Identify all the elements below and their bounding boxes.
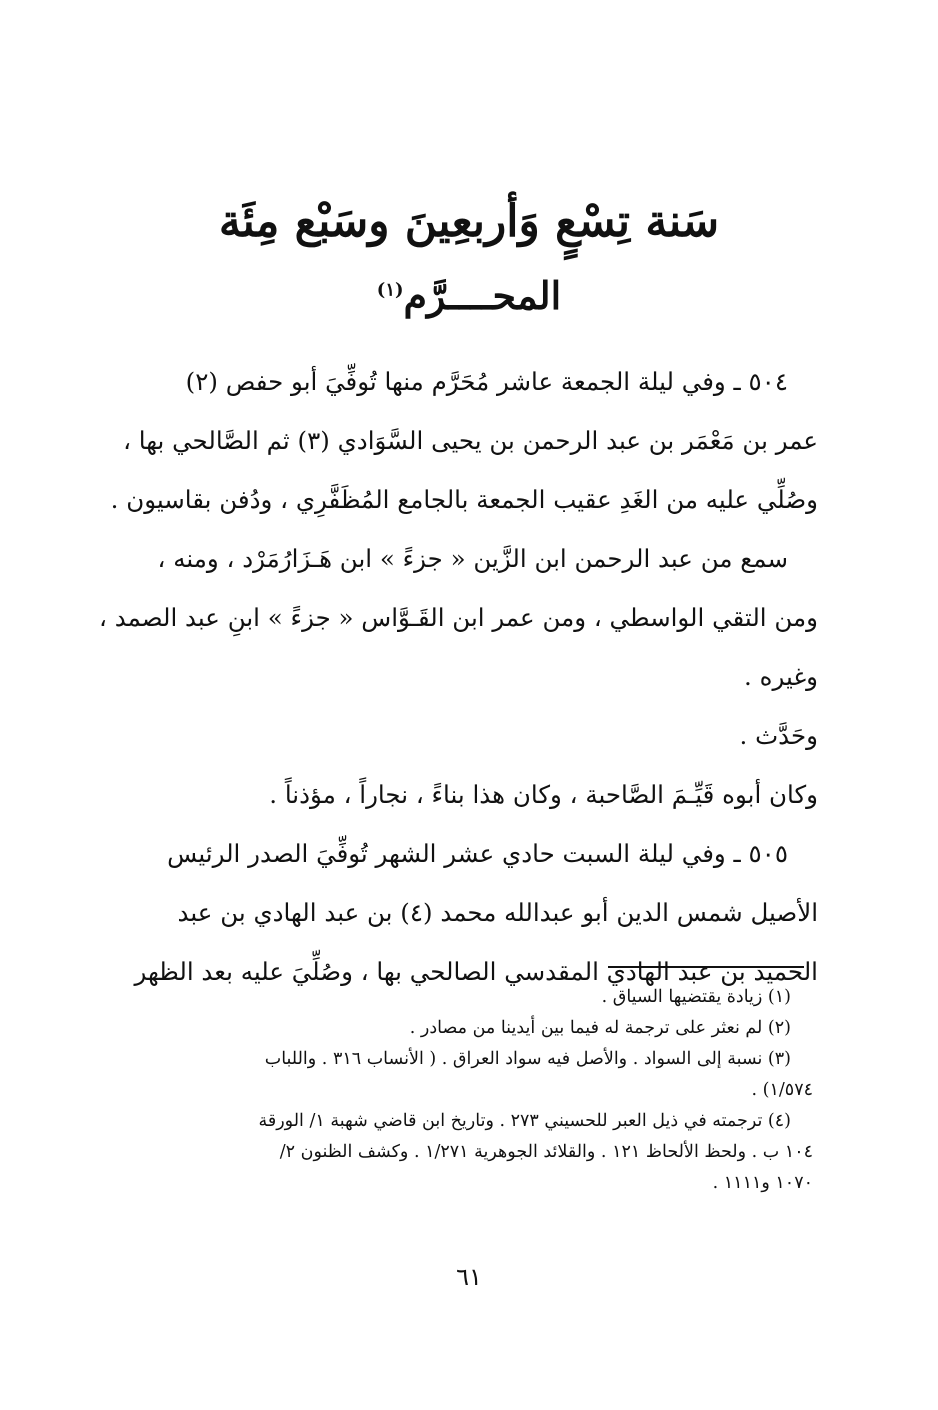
footnote-line: (٢) لم نعثر على ترجمة له فيما بين أيدينا من مصادر . <box>409 1018 791 1038</box>
footnote-line: (١) زيادة يقتضيها السياق . <box>601 987 791 1007</box>
footnote-line: ١/٥٧٤) . <box>751 1080 813 1100</box>
body-line: عمر بن مَعْمَر بن عبد الرحمن بن يحيى السَّوَادي (٣) ثم الصَّالحي بها ، <box>123 426 818 455</box>
body-line: ومن التقي الواسطي ، ومن عمر ابن القَـوَّاس « جزءً » ابنِ عبد الصمد ، <box>99 603 818 632</box>
month-footnote-ref: (١) <box>376 279 404 301</box>
footnote-line: ١٠٤ ب . ولحظ الألحاظ ١٢١ . والقلائد الجوهرية ١/٢٧١ . وكشف الظنون ٢/ <box>279 1142 813 1162</box>
body-line: الحميد بن عبد الهادي المقدسي الصالحي بها ، وصُلِّيَ عليه بعد الظهر <box>134 957 818 986</box>
footnote-line: (٤) ترجمته في ذيل العبر للحسيني ٢٧٣ . وتاريخ ابن قاضي شهبة ١/ الورقة <box>258 1111 791 1131</box>
body-line: ٥٠٥ ـ وفي ليلة السبت حادي عشر الشهر تُوفِّيَ الصدر الرئيس <box>167 839 788 868</box>
body-line: وحَدَّث . <box>739 721 818 750</box>
page-number: ٦١ <box>456 1263 482 1291</box>
footnote-divider <box>608 966 804 968</box>
footnote-line: (٣) نسبة إلى السواد . والأصل فيه سواد العراق . ( الأنساب ٣١٦ . واللباب <box>264 1049 791 1069</box>
body-line: وصُلِّي عليه من الغَدِ عقيب الجمعة بالجامع المُظَفَّرِي ، ودُفن بقاسيون . <box>110 485 818 514</box>
month-title <box>0 268 938 324</box>
body-line: الأصيل شمس الدين أبو عبدالله محمد (٤) بن عبد الهادي بن عبد <box>177 898 818 927</box>
body-line: وكان أبوه قَيِّـمَ الصَّاحبة ، وكان هذا بناءً ، نجاراً ، مؤذناً . <box>269 780 818 809</box>
body-line: ٥٠٤ ـ وفي ليلة الجمعة عاشر مُحَرَّم منها تُوفِّيَ أبو حفص (٢) <box>185 367 788 396</box>
year-title <box>0 192 938 252</box>
body-line: سمع من عبد الرحمن ابن الزَّين « جزءً » ابن هَـزَارُمَرْد ، ومنه ، <box>157 544 788 573</box>
month-title-text: المحــــرَّم <box>403 273 562 318</box>
body-line: وغيره . <box>744 662 818 691</box>
footnote-line: ١٠٧٠ و١١١١ . <box>712 1173 813 1193</box>
body-text <box>99 352 818 1001</box>
year-title-text: سَنة تِسْعٍ وَأربعِينَ وسَبْع مِئَة <box>218 196 720 247</box>
footnotes <box>123 982 813 1199</box>
